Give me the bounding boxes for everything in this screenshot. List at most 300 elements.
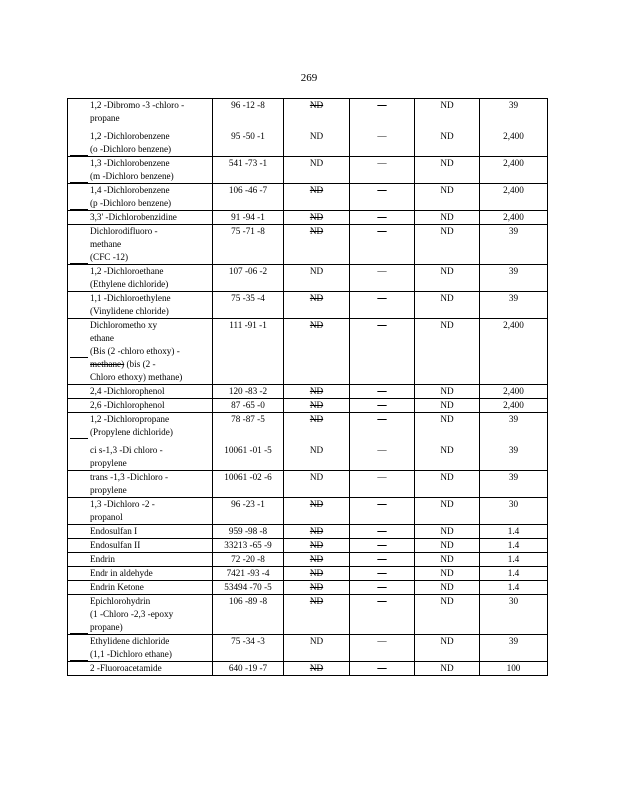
chemical-name-cell [68, 539, 213, 553]
d-value: 39 [508, 266, 519, 276]
b-value: — [377, 226, 387, 236]
a-value: ND [309, 100, 324, 110]
value-b-cell [350, 595, 415, 635]
chemical-name-line: ethane [90, 333, 114, 343]
d-value: 30 [508, 596, 519, 606]
chemical-name-line: 1,2 -Dichlorobenzene [90, 131, 170, 141]
table-row [68, 292, 548, 319]
value-a-cell [284, 157, 350, 184]
b-value: — [377, 540, 387, 550]
value-d-cell [480, 319, 548, 385]
a-value: ND [309, 226, 324, 236]
d-value: 39 [508, 414, 519, 424]
c-value: ND [440, 400, 454, 410]
a-value: ND [309, 131, 324, 141]
value-c-cell [415, 184, 480, 211]
value-d-cell [480, 184, 548, 211]
chemical-name-line: (Bis (2 -chloro ethoxy) - [90, 346, 180, 356]
table-body [68, 99, 548, 676]
table-row [68, 498, 548, 525]
chemical-name [90, 265, 210, 291]
d-value: 2,400 [503, 131, 524, 141]
a-value: ND [309, 445, 324, 455]
d-value: 2,400 [503, 386, 524, 396]
chemical-name-line: 2,4 -Dichlorophenol [90, 386, 165, 396]
chemical-name-cell [68, 157, 213, 184]
chemical-name-cell [68, 211, 213, 225]
margin-rule [70, 633, 88, 634]
b-value: — [377, 554, 387, 564]
value-b-cell [350, 292, 415, 319]
b-value: — [377, 185, 387, 195]
value-a-cell [284, 539, 350, 553]
value-c-cell [415, 471, 480, 498]
c-value: ND [440, 582, 454, 592]
value-a-cell [284, 211, 350, 225]
chemical-name-cell [68, 525, 213, 539]
b-value: — [377, 596, 387, 606]
value-a-cell [284, 292, 350, 319]
value-b-cell [350, 399, 415, 413]
cas-value: 959 -98 -8 [228, 526, 268, 536]
a-value: ND [309, 526, 324, 536]
chemical-name-line: 1,2 -Dichloroethane [90, 266, 164, 276]
value-d-cell [480, 157, 548, 184]
chemical-name-line: 2 -Fluoroacetamide [90, 663, 162, 673]
a-value: ND [309, 663, 324, 673]
a-value: ND [309, 386, 324, 396]
value-b-cell [350, 498, 415, 525]
cas-number-cell [213, 265, 284, 292]
value-d-cell [480, 567, 548, 581]
value-a-cell [284, 553, 350, 567]
d-value: 39 [508, 293, 519, 303]
b-value: — [377, 414, 387, 424]
cas-value: 120 -83 -2 [228, 386, 268, 396]
margin-rule [70, 660, 88, 661]
table-row [68, 319, 548, 385]
cas-value: 87 -65 -0 [231, 400, 265, 410]
b-value: — [377, 212, 387, 222]
b-value: — [377, 400, 387, 410]
value-b-cell [350, 553, 415, 567]
value-b-cell [350, 211, 415, 225]
table-row [68, 662, 548, 676]
value-d-cell [480, 413, 548, 471]
value-a-cell [284, 581, 350, 595]
cas-value: 541 -73 -1 [228, 158, 268, 168]
value-c-cell [415, 157, 480, 184]
value-a-cell [284, 385, 350, 399]
a-value: ND [309, 554, 324, 564]
a-value: ND [309, 400, 324, 410]
d-value: 2,400 [503, 158, 524, 168]
value-b-cell [350, 319, 415, 385]
value-b-cell [350, 413, 415, 471]
table-row [68, 635, 548, 662]
chemical-name-line: Dichlorodifluoro - [90, 226, 158, 236]
cas-value: 75 -71 -8 [231, 226, 265, 236]
chemical-name-cell [68, 225, 213, 265]
cas-value: 95 -50 -1 [231, 131, 265, 141]
cas-value: 72 -20 -8 [231, 554, 265, 564]
cas-value: 78 -87 -5 [231, 414, 265, 424]
chemical-name-line: Dichlorometho xy [90, 320, 158, 330]
b-value: — [377, 636, 387, 646]
table-row [68, 184, 548, 211]
value-d-cell [480, 385, 548, 399]
chemical-name-cell [68, 662, 213, 676]
c-value: ND [440, 499, 454, 509]
cas-value: 10061 -02 -6 [224, 472, 272, 482]
chemical-name-cell [68, 385, 213, 399]
table-row [68, 595, 548, 635]
c-value: ND [440, 472, 454, 482]
d-value: 1.4 [507, 540, 520, 550]
value-b-cell [350, 662, 415, 676]
cas-number-cell [213, 539, 284, 553]
d-value: 1.4 [507, 554, 520, 564]
cas-number-cell [213, 662, 284, 676]
chemical-name-cell [68, 553, 213, 567]
value-b-cell [350, 157, 415, 184]
value-b-cell [350, 184, 415, 211]
a-value: ND [309, 582, 324, 592]
chemical-name [90, 99, 210, 125]
d-value: 39 [508, 636, 519, 646]
chemical-name-line: (Vinylidene chloride) [90, 306, 169, 316]
chemical-name [90, 595, 210, 634]
cas-number-cell [213, 184, 284, 211]
value-c-cell [415, 211, 480, 225]
margin-rule [70, 155, 88, 156]
value-c-cell [415, 225, 480, 265]
b-value: — [377, 158, 387, 168]
chemical-name-cell [68, 399, 213, 413]
value-c-cell [415, 539, 480, 553]
c-value: ND [440, 212, 454, 222]
a-value: ND [309, 320, 324, 330]
value-d-cell [480, 211, 548, 225]
chemical-name-cell [68, 635, 213, 662]
chemical-name-line: (p -Dichloro benzene) [90, 198, 172, 208]
b-value: — [377, 293, 387, 303]
chemical-name [90, 157, 210, 183]
cas-value: 96 -12 -8 [231, 100, 265, 110]
chemical-name-cell [68, 581, 213, 595]
table-row [68, 471, 548, 498]
d-value: 39 [508, 226, 519, 236]
value-d-cell [480, 525, 548, 539]
cas-value: 10061 -01 -5 [224, 445, 272, 455]
margin-rule [70, 357, 88, 358]
value-d-cell [480, 553, 548, 567]
value-c-cell [415, 553, 480, 567]
chemical-name [90, 399, 210, 412]
cas-value: 96 -23 -1 [231, 499, 265, 509]
a-value: ND [309, 540, 324, 550]
chemical-name-line: propane) [90, 622, 123, 632]
value-b-cell [350, 539, 415, 553]
chemical-name [90, 471, 210, 497]
table-row [68, 553, 548, 567]
chemical-name-cell [68, 99, 213, 157]
chemical-name-line: (Propylene dichloride) [90, 427, 173, 437]
c-value: ND [440, 158, 454, 168]
value-d-cell [480, 471, 548, 498]
chemical-name-line: propane [90, 113, 120, 123]
cas-number-cell [213, 553, 284, 567]
value-b-cell [350, 635, 415, 662]
cas-number-cell [213, 319, 284, 385]
value-a-cell [284, 265, 350, 292]
cas-value: 53494 -70 -5 [224, 582, 272, 592]
c-value: ND [440, 526, 454, 536]
chemical-name-line: ci s-1,3 -Di chloro - [90, 445, 163, 455]
page-number: 269 [300, 72, 318, 84]
value-c-cell [415, 498, 480, 525]
value-c-cell [415, 635, 480, 662]
value-a-cell [284, 99, 350, 157]
chemical-name-line: (o -Dichloro benzene) [90, 144, 172, 154]
table-row [68, 211, 548, 225]
chemical-name [90, 539, 210, 552]
value-a-cell [284, 662, 350, 676]
a-value: ND [309, 568, 324, 578]
a-value: ND [309, 158, 324, 168]
b-value: — [377, 320, 387, 330]
chemical-name-line: Endrin Ketone [90, 582, 144, 592]
cas-value: 107 -06 -2 [228, 266, 268, 276]
value-d-cell [480, 595, 548, 635]
chemical-name-cell [68, 184, 213, 211]
b-value: — [377, 582, 387, 592]
chemical-name-line: 1,3 -Dichlorobenzene [90, 158, 170, 168]
chemical-name-cell [68, 498, 213, 525]
value-a-cell [284, 319, 350, 385]
value-d-cell [480, 635, 548, 662]
cas-value: 7421 -93 -4 [226, 568, 270, 578]
cas-number-cell [213, 399, 284, 413]
c-value: ND [440, 131, 454, 141]
value-d-cell [480, 539, 548, 553]
b-value: — [377, 131, 387, 141]
table-row [68, 265, 548, 292]
chemical-name [90, 553, 210, 566]
cas-value: 75 -34 -3 [231, 636, 265, 646]
chemical-name [90, 498, 210, 524]
value-c-cell [415, 265, 480, 292]
chemical-name [90, 292, 210, 318]
value-a-cell [284, 399, 350, 413]
c-value: ND [440, 414, 454, 424]
chemical-name-line: 1,2 -Dibromo -3 -chloro - [90, 100, 185, 110]
cas-number-cell [213, 157, 284, 184]
d-value: 100 [506, 663, 521, 673]
chemical-name [90, 319, 210, 384]
chemical-name-cell [68, 265, 213, 292]
chemical-name-line: Endrin [90, 554, 116, 564]
c-value: ND [440, 540, 454, 550]
chemical-name [90, 385, 210, 398]
cas-number-cell [213, 413, 284, 471]
value-b-cell [350, 567, 415, 581]
value-c-cell [415, 399, 480, 413]
b-value: — [377, 445, 387, 455]
chemical-name-line: (1,1 -Dichloro ethane) [90, 649, 172, 659]
chemical-name-line: 1,1 -Dichloroethylene [90, 293, 171, 303]
value-a-cell [284, 567, 350, 581]
value-b-cell [350, 471, 415, 498]
table-row [68, 399, 548, 413]
value-c-cell [415, 595, 480, 635]
value-d-cell [480, 581, 548, 595]
cas-number-cell [213, 211, 284, 225]
value-c-cell [415, 525, 480, 539]
b-value: — [377, 663, 387, 673]
chemical-name-cell [68, 595, 213, 635]
margin-rule [70, 182, 88, 183]
chemical-name-line: propylene [90, 485, 127, 495]
chemical-name-line: Endosulfan II [90, 540, 141, 550]
chemical-name [90, 581, 210, 594]
value-a-cell [284, 471, 350, 498]
value-b-cell [350, 265, 415, 292]
chemical-name [90, 211, 210, 224]
value-d-cell [480, 399, 548, 413]
d-value: 1.4 [507, 582, 520, 592]
table-row [68, 525, 548, 539]
chemical-name [90, 184, 210, 210]
c-value: ND [440, 100, 454, 110]
value-d-cell [480, 292, 548, 319]
chemical-name-line: (m -Dichloro benzene) [90, 171, 174, 181]
value-b-cell [350, 99, 415, 157]
value-b-cell [350, 581, 415, 595]
chemical-name-line: 2,6 -Dichlorophenol [90, 400, 165, 410]
chemical-name [90, 225, 210, 264]
chemical-name-cell [68, 292, 213, 319]
d-value: 39 [508, 445, 519, 455]
chemical-name [90, 567, 210, 580]
d-value: 1.4 [507, 526, 520, 536]
table-row [68, 581, 548, 595]
chemical-name-line: propylene [90, 458, 127, 468]
table-row [68, 225, 548, 265]
d-value: 39 [508, 100, 519, 110]
chemical-name-line: Ethylidene dichloride [90, 636, 170, 646]
c-value: ND [440, 293, 454, 303]
cas-number-cell [213, 498, 284, 525]
d-value: 30 [508, 499, 519, 509]
cas-number-cell [213, 471, 284, 498]
value-c-cell [415, 319, 480, 385]
b-value: — [377, 472, 387, 482]
d-value: 2,400 [503, 400, 524, 410]
value-a-cell [284, 635, 350, 662]
c-value: ND [440, 636, 454, 646]
cas-number-cell [213, 595, 284, 635]
chemical-name-line: propanol [90, 512, 123, 522]
chemical-name-line: (Ethylene dichloride) [90, 279, 169, 289]
chemical-name-line: 1,3 -Dichloro -2 - [90, 499, 155, 509]
chemical-name-line: (1 -Chloro -2,3 -epoxy [90, 609, 174, 619]
value-a-cell [284, 225, 350, 265]
c-value: ND [440, 554, 454, 564]
value-d-cell [480, 99, 548, 157]
b-value: — [377, 266, 387, 276]
value-d-cell [480, 662, 548, 676]
cas-value: 33213 -65 -9 [224, 540, 272, 550]
value-b-cell [350, 225, 415, 265]
cas-value: 640 -19 -7 [228, 663, 268, 673]
chemical-name-line: 1,2 -Dichloropropane [90, 414, 170, 424]
c-value: ND [440, 226, 454, 236]
table-row [68, 157, 548, 184]
value-a-cell [284, 498, 350, 525]
value-a-cell [284, 525, 350, 539]
b-value: — [377, 526, 387, 536]
value-c-cell [415, 567, 480, 581]
value-a-cell [284, 595, 350, 635]
chemical-name [90, 125, 210, 156]
value-a-cell [284, 184, 350, 211]
c-value: ND [440, 663, 454, 673]
value-d-cell [480, 265, 548, 292]
b-value: — [377, 100, 387, 110]
a-value: ND [309, 293, 324, 303]
table-row [68, 413, 548, 471]
chemical-name [90, 525, 210, 538]
chemical-name-cell [68, 319, 213, 385]
chemical-name-line: trans -1,3 -Dichloro - [90, 472, 169, 482]
value-d-cell [480, 225, 548, 265]
c-value: ND [440, 445, 454, 455]
a-value: ND [309, 596, 324, 606]
a-value: ND [309, 499, 324, 509]
chemical-name [90, 413, 210, 439]
c-value: ND [440, 185, 454, 195]
d-value: 2,400 [503, 185, 524, 195]
margin-rule [70, 438, 88, 439]
value-b-cell [350, 385, 415, 399]
chemical-name-cell [68, 567, 213, 581]
chemical-name-line: Epichlorohydrin [90, 596, 151, 606]
cas-value: 111 -91 -1 [229, 320, 267, 330]
chemical-table [67, 98, 548, 676]
cas-number-cell [213, 225, 284, 265]
value-c-cell [415, 413, 480, 471]
chemical-name-line: (CFC -12) [90, 252, 129, 262]
c-value: ND [440, 386, 454, 396]
a-value: ND [309, 414, 324, 424]
cas-value: 106 -89 -8 [228, 596, 268, 606]
chemical-name-line: Endr in aldehyde [90, 568, 153, 578]
value-c-cell [415, 385, 480, 399]
table-row [68, 385, 548, 399]
a-value: ND [309, 636, 324, 646]
cas-number-cell [213, 385, 284, 399]
value-c-cell [415, 99, 480, 157]
value-c-cell [415, 292, 480, 319]
d-value: 2,400 [503, 320, 524, 330]
cas-number-cell [213, 292, 284, 319]
chemical-name [90, 662, 210, 675]
cas-number-cell [213, 581, 284, 595]
a-value: ND [309, 266, 324, 276]
b-value: — [377, 386, 387, 396]
value-c-cell [415, 581, 480, 595]
